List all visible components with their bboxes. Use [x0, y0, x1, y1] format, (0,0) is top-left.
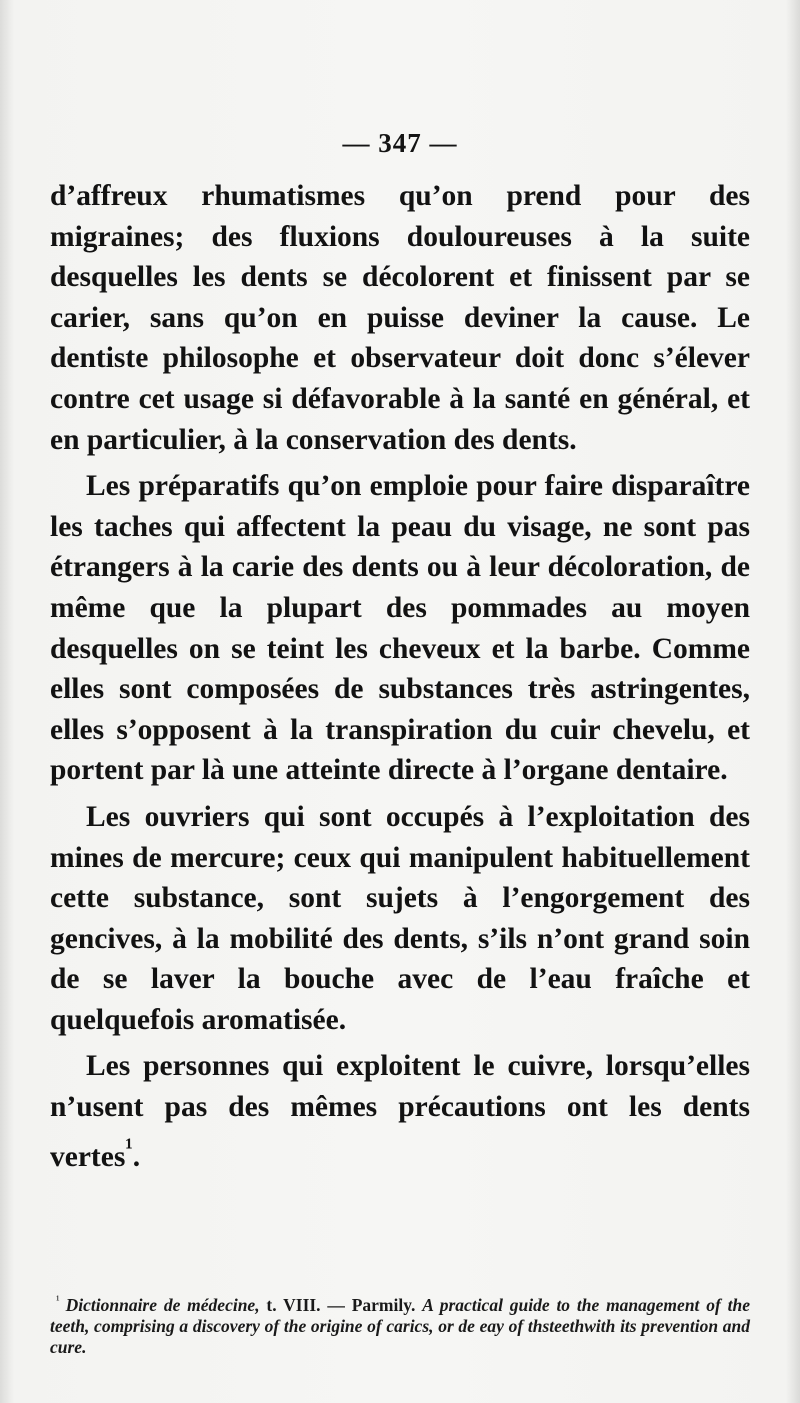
paragraph-2-text: Les préparatifs qu’on emploie pour faire disparaître les taches qui affectent la peau du visage, ne sont pas étrangers à la carie des dents ou à leur décoloration, de même que la plupart des pommades au moyen desquelles on se teint les cheveux et la barbe. Comme elles sont composées de substances très astringentes, elles s’opposent à la transpiration du cuir chevelu, et portent par là une atteinte directe à l’organe dentaire.	[50, 470, 750, 787]
footnote-work-title: A practical guide to the management of the teeth, comprising a discovery of the origine of carics, or de eay of thsteethwith its prevention and cure.	[50, 1294, 751, 1357]
paragraph-1	[50, 176, 750, 460]
footnote-source-title: Dictionnaire de médecine,	[65, 1294, 260, 1315]
footnote	[50, 1290, 750, 1358]
page-number: — 347 —	[342, 128, 458, 158]
paragraph-2	[50, 466, 750, 791]
footnote-reference[interactable]: ¹	[125, 1133, 133, 1161]
footnote-source-detail: t. VIII. — Parmily.	[259, 1294, 423, 1315]
paragraph-4: Les personnes qui exploitent le cuivre, lorsqu’elles n’usent pas des mêmes précautions ont les dents vertes$^{^1}$.	[50, 1050, 750, 1173]
paragraph-4-text: Les personnes qui exploitent le cuivre, lorsqu’elles n’usent pas des mêmes précautions ont les dents vertes	[50, 1050, 750, 1173]
body-text	[50, 176, 750, 1183]
paragraph-1-text: d’affreux rhumatismes qu’on prend pour des migraines; des fluxions douloureuses à la suite desquelles les dents se décolorent et finissent par se carier, sans qu’on en puisse deviner la cause. Le dentiste philosophe et observateur doit donc s’élever contre cet usage si défavorable à la santé en général, et en particulier, à la conservation des dents.	[50, 180, 750, 456]
paragraph-3-text: Les ouvriers qui sont occupés à l’exploitation des mines de mercure; ceux qui manipulent habituellement cette substance, sont sujets à l’engorgement des gencives, à la mobilité des dents, s’ils n’ont grand soin de se laver la bouche avec de l’eau fraîche et quelquefois aromatisée.	[50, 800, 750, 1036]
footnote-mark: ¹	[56, 1293, 60, 1307]
paragraph-3	[50, 797, 750, 1041]
